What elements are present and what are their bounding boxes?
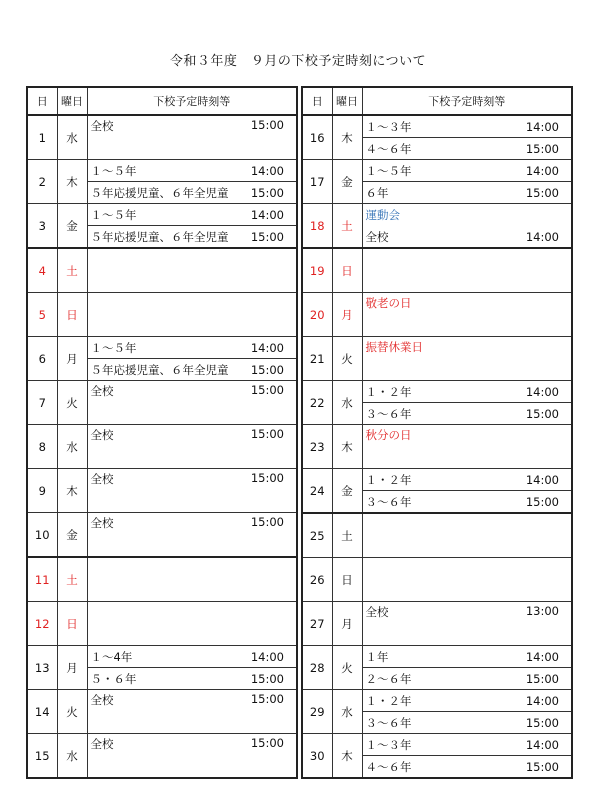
entry-time: 14:00 [250,164,284,178]
entry-line [88,469,297,512]
entry-text: 全校 [90,693,114,707]
entry-line [363,469,572,490]
header-day: 日 [27,87,57,115]
day-cell: 13 [27,646,57,690]
detail-cell [87,160,297,204]
table-row [302,248,572,293]
entry-list [88,602,297,645]
weekday-cell: 月 [332,293,362,337]
table-row [27,557,297,602]
day-cell: 14 [27,690,57,734]
detail-cell [362,160,572,204]
detail-cell [362,690,572,734]
weekday-cell: 土 [57,557,87,602]
entry-line [88,337,297,358]
entry-line [363,490,572,512]
day-cell: 17 [302,160,332,204]
schedule-table-right [301,86,573,779]
table-row [27,513,297,558]
entry-list [363,690,572,733]
table-row [27,337,297,381]
day-cell: 20 [302,293,332,337]
entry-text: １・２年 [365,473,412,487]
entry-list [363,337,572,380]
detail-cell [87,734,297,779]
entry-line [363,293,572,336]
weekday-cell: 金 [57,204,87,249]
weekday-cell: 日 [57,293,87,337]
day-cell: 5 [27,293,57,337]
weekday-cell: 土 [332,204,362,249]
entry-time: 13:00 [525,604,559,618]
entry-line [88,513,297,556]
entry-time: 15:00 [250,471,284,485]
table-row [27,469,297,513]
entry-list [88,381,297,424]
entry-time: 15:00 [525,407,559,421]
day-cell: 12 [27,602,57,646]
entry-list [363,514,572,557]
entry-time: 15:00 [250,186,284,200]
weekday-cell: 日 [332,248,362,293]
entry-text: １年 [365,650,389,664]
entry-text: 全校 [365,229,389,244]
entry-line [363,381,572,402]
detail-cell [87,337,297,381]
table-row [27,734,297,779]
entry-text: 敬老の日 [365,296,412,310]
weekday-cell: 水 [57,734,87,779]
entry-time: 15:00 [250,672,284,686]
weekday-cell: 火 [332,337,362,381]
entry-text: 全校 [90,428,114,442]
entry-text: 全校 [90,384,114,398]
day-cell: 18 [302,204,332,249]
entry-line [363,160,572,181]
table-row [27,602,297,646]
entry-text: ５年応援児童、６年全児童 [90,363,229,377]
day-cell: 19 [302,248,332,293]
entry-list [363,249,572,292]
day-cell: 23 [302,425,332,469]
table-row [302,381,572,425]
entry-line [88,690,297,733]
entry-list [363,160,572,203]
entry-line [363,402,572,424]
day-cell: 11 [27,557,57,602]
entry-list [88,204,297,247]
table-row [302,293,572,337]
entry-line [363,690,572,711]
weekday-cell: 月 [332,602,362,646]
table-row [27,646,297,690]
detail-cell [87,557,297,602]
detail-cell [87,646,297,690]
table-row [302,469,572,514]
detail-cell [87,469,297,513]
day-cell: 30 [302,734,332,779]
detail-cell [87,690,297,734]
entry-list [363,293,572,336]
day-cell: 9 [27,469,57,513]
weekday-cell: 木 [57,469,87,513]
detail-cell [362,115,572,160]
entry-line [363,667,572,689]
detail-cell [362,469,572,514]
entry-time: 14:00 [250,650,284,664]
entry-line [88,225,297,247]
entry-list [363,425,572,468]
entry-line [88,425,297,468]
weekday-cell: 木 [332,115,362,160]
entry-line [363,137,572,159]
entry-text: ６年 [365,186,389,200]
entry-text: １・２年 [365,694,412,708]
day-cell: 15 [27,734,57,779]
entry-list [88,116,297,159]
detail-cell [87,381,297,425]
weekday-cell: 土 [57,248,87,293]
entry-line [363,755,572,777]
table-row [302,690,572,734]
weekday-cell: 月 [57,337,87,381]
entry-time: 15:00 [525,495,559,509]
entry-time: 14:00 [525,385,559,399]
day-cell: 2 [27,160,57,204]
entry-time: 14:00 [525,229,559,244]
entry-list [88,558,297,601]
entry-list [363,734,572,777]
day-cell: 4 [27,248,57,293]
weekday-cell: 水 [332,690,362,734]
entry-time: 14:00 [525,473,559,487]
day-cell: 1 [27,115,57,160]
entry-time: 15:00 [250,427,284,441]
table-row [302,513,572,558]
weekday-cell: 木 [332,425,362,469]
day-cell: 3 [27,204,57,249]
entry-list [88,160,297,203]
entry-line [88,204,297,225]
header-weekday: 曜日 [332,87,362,115]
entry-time: 15:00 [250,692,284,706]
weekday-cell: 水 [332,381,362,425]
table-row [27,293,297,337]
weekday-cell: 日 [332,558,362,602]
page-title: 令和３年度 ９月の下校予定時刻について [169,54,427,69]
day-cell: 26 [302,558,332,602]
entry-line [363,181,572,203]
detail-cell [362,602,572,646]
weekday-cell: 日 [57,602,87,646]
entry-text: 振替休業日 [365,340,423,354]
entry-list [88,646,297,689]
entry-text: 全校 [90,119,114,133]
table-row [302,204,572,249]
entry-list [88,337,297,380]
weekday-cell: 土 [332,513,362,558]
entry-time: 14:00 [525,164,559,178]
day-cell: 28 [302,646,332,690]
entry-list [88,690,297,733]
weekday-cell: 火 [57,381,87,425]
table-row [302,558,572,602]
detail-cell [362,646,572,690]
entry-list [88,293,297,336]
detail-cell [87,513,297,558]
entry-time: 14:00 [250,208,284,222]
day-cell: 29 [302,690,332,734]
entry-text: ５・６年 [90,672,137,686]
entry-time: 14:00 [250,341,284,355]
entry-text: 全校 [365,605,389,619]
table-row [302,602,572,646]
entry-text: 秋分の日 [365,428,412,442]
detail-cell [362,381,572,425]
day-cell: 27 [302,602,332,646]
table-row [27,160,297,204]
entry-time: 15:00 [525,186,559,200]
entry-text: ３～６年 [365,495,412,509]
entry-line [363,116,572,137]
detail-cell [87,204,297,249]
entry-text: ２～６年 [365,672,412,686]
entry-line [88,381,297,424]
entry-text: ４～６年 [365,760,412,774]
detail-cell [362,293,572,337]
entry-text: １～５年 [90,341,137,355]
entry-line [363,337,572,380]
entry-list [363,116,572,159]
weekday-cell: 月 [57,646,87,690]
entry-line [363,734,572,755]
day-cell: 6 [27,337,57,381]
weekday-cell: 金 [332,160,362,204]
entry-time: 15:00 [525,716,559,730]
entry-line [88,358,297,380]
entry-list [363,469,572,512]
detail-cell [362,248,572,293]
entry-line [88,734,297,777]
entry-list [88,425,297,468]
weekday-cell: 水 [57,115,87,160]
entry-text: 全校 [90,472,114,486]
entry-text: ４～６年 [365,142,412,156]
table-row [302,646,572,690]
entry-list [363,646,572,689]
detail-cell [362,204,572,249]
entry-time: 15:00 [250,736,284,750]
entry-list [363,381,572,424]
entry-text: ３～６年 [365,407,412,421]
entry-line [363,646,572,667]
entry-list [88,249,297,292]
entry-text: １～３年 [365,738,412,752]
detail-cell [87,425,297,469]
entry-list [363,558,572,601]
entry-list [88,734,297,777]
header-weekday: 曜日 [57,87,87,115]
entry-time: 15:00 [250,515,284,529]
detail-cell [362,513,572,558]
day-cell: 24 [302,469,332,514]
detail-cell [87,602,297,646]
table-row [302,734,572,779]
table-row [27,381,297,425]
weekday-cell: 木 [332,734,362,779]
entry-line [88,160,297,181]
weekday-cell: 金 [57,513,87,558]
entry-text: ５年応援児童、６年全児童 [90,230,229,244]
entry-line [88,181,297,203]
entry-line [88,116,297,159]
entry-text: １～５年 [90,164,137,178]
entry-time: 14:00 [525,738,559,752]
entry-time: 14:00 [525,120,559,134]
detail-cell [362,337,572,381]
entry-line [363,602,572,645]
entry-text: １・２年 [365,385,412,399]
header-detail: 下校予定時刻等 [87,87,297,115]
table-row [27,115,297,160]
day-cell: 21 [302,337,332,381]
entry-time: 15:00 [250,383,284,397]
header-day: 日 [302,87,332,115]
entry-text: １～３年 [365,120,412,134]
table-row [27,690,297,734]
schedule-table-left [26,86,298,779]
entry-time: 15:00 [525,142,559,156]
entry-time: 15:00 [525,760,559,774]
table-row [27,248,297,293]
entry-line [363,711,572,733]
weekday-cell: 火 [332,646,362,690]
entry-line [363,425,572,468]
entry-text: １～4年 [90,650,133,664]
table-row [302,160,572,204]
day-cell: 22 [302,381,332,425]
entry-list [363,204,572,247]
entry-text: １～５年 [365,164,412,178]
detail-cell [362,734,572,779]
entry-text: ３～６年 [365,716,412,730]
weekday-cell: 水 [57,425,87,469]
day-cell: 10 [27,513,57,558]
entry-time: 15:00 [525,672,559,686]
table-row [302,337,572,381]
header-row [27,87,297,115]
table-row [27,204,297,249]
header-row [302,87,572,115]
day-cell: 16 [302,115,332,160]
detail-cell [87,248,297,293]
table-row [27,425,297,469]
entry-line [88,646,297,667]
weekday-cell: 木 [57,160,87,204]
entry-list [88,469,297,512]
entry-line [363,204,572,226]
entry-time: 14:00 [525,694,559,708]
table-row [302,425,572,469]
entry-text: 運動会 [365,208,400,223]
day-cell: 8 [27,425,57,469]
entry-time: 14:00 [525,650,559,664]
entry-text: １～５年 [90,208,137,222]
entry-line [363,226,572,248]
detail-cell [87,115,297,160]
detail-cell [362,558,572,602]
entry-list [363,602,572,645]
entry-text: ５年応援児童、６年全児童 [90,186,229,200]
entry-text: 全校 [90,737,114,751]
entry-line [88,667,297,689]
entry-list [88,513,297,556]
day-cell: 25 [302,513,332,558]
detail-cell [87,293,297,337]
detail-cell [362,425,572,469]
weekday-cell: 金 [332,469,362,514]
entry-text: 全校 [90,516,114,530]
weekday-cell: 火 [57,690,87,734]
table-row [302,115,572,160]
header-detail: 下校予定時刻等 [362,87,572,115]
entry-time: 15:00 [250,118,284,132]
entry-time: 15:00 [250,230,284,244]
entry-time: 15:00 [250,363,284,377]
day-cell: 7 [27,381,57,425]
